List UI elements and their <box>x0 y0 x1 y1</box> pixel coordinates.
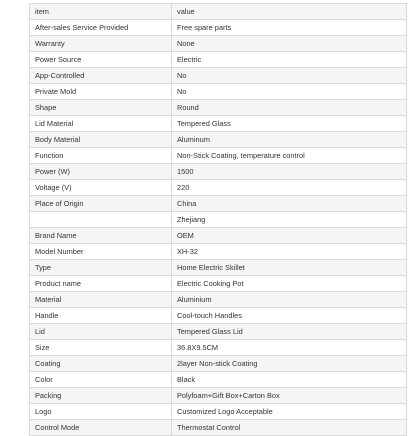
table-row <box>30 68 407 84</box>
row-value: No <box>172 68 407 84</box>
row-value: 220 <box>172 180 407 196</box>
table-row <box>30 212 407 228</box>
table-row <box>30 372 407 388</box>
row-value: Non-Stick Coating, temperature control <box>172 148 407 164</box>
table-row <box>30 308 407 324</box>
row-value: Thermostat Control <box>172 420 407 436</box>
row-value: Round <box>172 100 407 116</box>
row-value: Electric <box>172 52 407 68</box>
row-value: None <box>172 36 407 52</box>
table-row <box>30 116 407 132</box>
table-row <box>30 196 407 212</box>
row-item: Model Number <box>30 244 172 260</box>
row-item: Coating <box>30 356 172 372</box>
header-value: value <box>172 4 407 20</box>
table-row <box>30 132 407 148</box>
row-value: Home Electric Skillet <box>172 260 407 276</box>
row-value: Customized Logo Acceptable <box>172 404 407 420</box>
row-item: Power Source <box>30 52 172 68</box>
table-row <box>30 324 407 340</box>
row-value: 1500 <box>172 164 407 180</box>
row-item: App-Controlled <box>30 68 172 84</box>
row-value: China <box>172 196 407 212</box>
row-value: Polyfoam+Gift Box+Carton Box <box>172 388 407 404</box>
row-item: Packing <box>30 388 172 404</box>
table-row <box>30 20 407 36</box>
table-row <box>30 164 407 180</box>
row-value: Tempered Glass Lid <box>172 324 407 340</box>
table-row <box>30 228 407 244</box>
row-value: Cool-touch Handles <box>172 308 407 324</box>
row-value: Aluminum <box>172 132 407 148</box>
row-item: Warranty <box>30 36 172 52</box>
table-row <box>30 340 407 356</box>
row-item: Logo <box>30 404 172 420</box>
row-item: Shape <box>30 100 172 116</box>
row-item: Lid Material <box>30 116 172 132</box>
row-item: Type <box>30 260 172 276</box>
row-item: Product name <box>30 276 172 292</box>
table-row <box>30 420 407 436</box>
row-value: Zhejiang <box>172 212 407 228</box>
row-value: Black <box>172 372 407 388</box>
row-item: Color <box>30 372 172 388</box>
row-item: Function <box>30 148 172 164</box>
table-row <box>30 356 407 372</box>
row-item: Private Mold <box>30 84 172 100</box>
row-item: Lid <box>30 324 172 340</box>
row-item: Brand Name <box>30 228 172 244</box>
table-row <box>30 244 407 260</box>
table-row <box>30 276 407 292</box>
spec-table <box>29 3 407 436</box>
row-item: After-sales Service Provided <box>30 20 172 36</box>
row-value: OEM <box>172 228 407 244</box>
table-row <box>30 36 407 52</box>
table-row <box>30 52 407 68</box>
row-item: Handle <box>30 308 172 324</box>
row-value: Free spare parts <box>172 20 407 36</box>
table-row <box>30 100 407 116</box>
table-row <box>30 180 407 196</box>
row-item: Control Mode <box>30 420 172 436</box>
row-item: Material <box>30 292 172 308</box>
row-item: Power (W) <box>30 164 172 180</box>
row-item: Size <box>30 340 172 356</box>
row-value: Tempered Glass <box>172 116 407 132</box>
table-row <box>30 260 407 276</box>
header-item: item <box>30 4 172 20</box>
row-value: No <box>172 84 407 100</box>
row-item: Place of Origin <box>30 196 172 212</box>
table-row <box>30 148 407 164</box>
row-value: 2layer Non-stick Coating <box>172 356 407 372</box>
row-value: XH-32 <box>172 244 407 260</box>
table-row <box>30 404 407 420</box>
row-item <box>30 212 172 228</box>
table-row <box>30 292 407 308</box>
row-item: Voltage (V) <box>30 180 172 196</box>
table-row <box>30 388 407 404</box>
row-value: 36.8X9.5CM <box>172 340 407 356</box>
row-item: Body Material <box>30 132 172 148</box>
table-row <box>30 84 407 100</box>
row-value: Aluminium <box>172 292 407 308</box>
row-value: Electric Cooking Pot <box>172 276 407 292</box>
table-header-row <box>30 4 407 20</box>
